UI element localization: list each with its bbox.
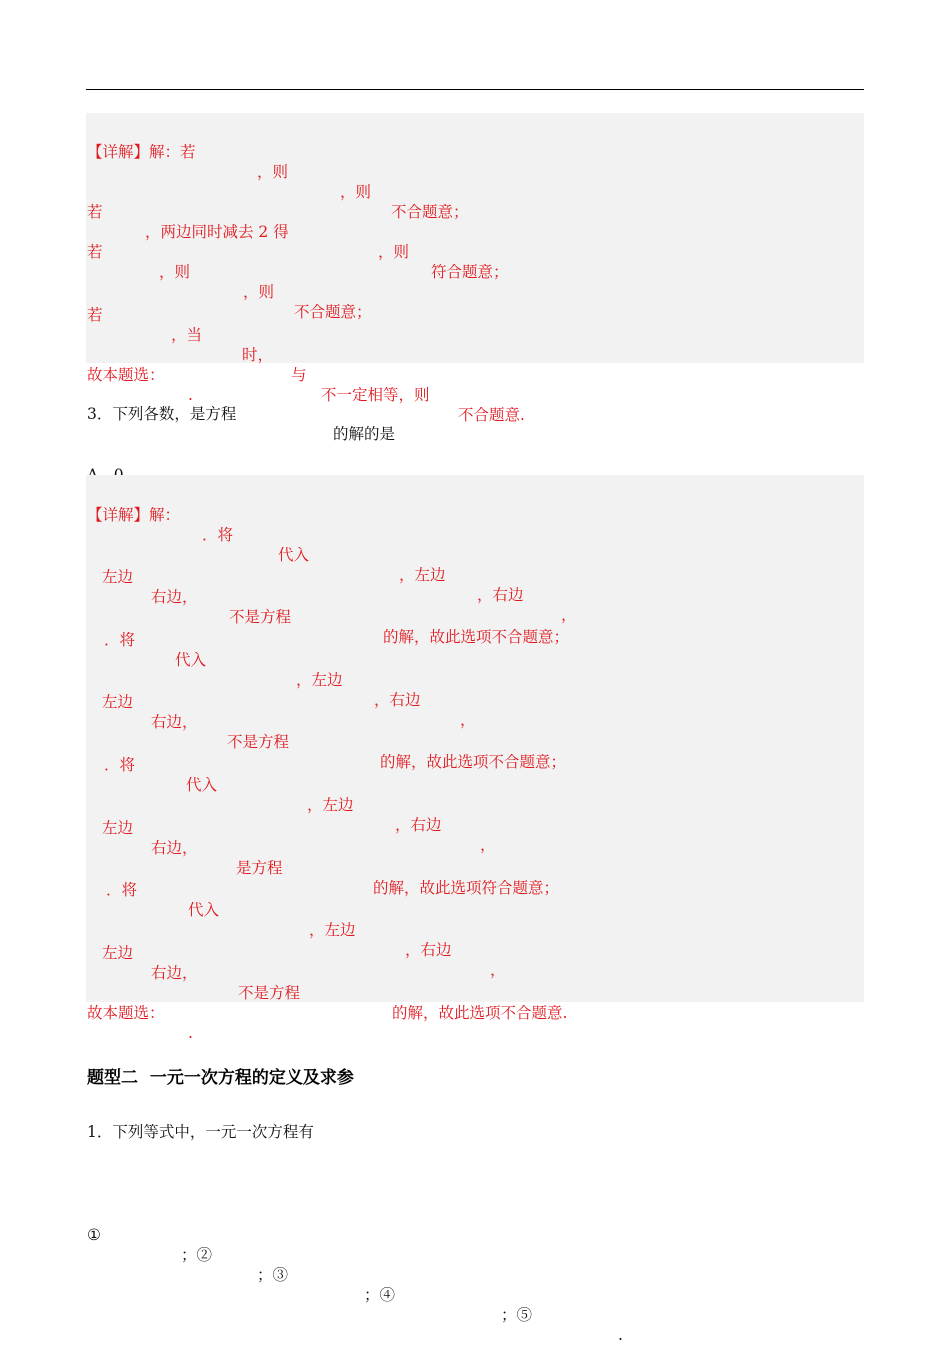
solution-2-line-7: ．将 代入 ，左边 ，右边 ， xyxy=(106,881,506,979)
section-2-question-1-stem: 1．下列等式中，一元一次方程有 xyxy=(87,1123,314,1141)
section-2-question-1-items: ① ；② ；③ ；④ ；⑤ . xyxy=(87,1226,623,1344)
solution-1-line-4: 若 ，当 时， 与 不一定相等，则 不合题意. xyxy=(87,306,525,424)
solution-2-answer: 故本题选： . xyxy=(87,1004,193,1042)
solution-2-line-2: 左边 右边， 不是方程 的解，故此选项不合题意； xyxy=(102,568,570,646)
solution-1-answer: 故本题选： . xyxy=(87,366,193,404)
solution-2-line-5: ．将 代入 ，左边 ，右边 ， xyxy=(104,756,496,854)
solution-2-line-1: 【详解】解： ．将 代入 ，左边 ，右边 ， xyxy=(87,506,577,624)
solution-1-line-1: 【详解】解：若 ，则 ，则 不合题意； xyxy=(87,143,469,221)
solution-2-line-8: 左边 右边， 不是方程 的解，故此选项不合题意. xyxy=(102,944,568,1022)
section-title: 题型二 一元一次方程的定义及求参 xyxy=(87,1068,354,1088)
solution-1-line-2: 若 ，两边同时减去 2 得 ，则 符合题意； xyxy=(87,203,509,281)
solution-2-line-4: 左边 右边， 不是方程 的解，故此选项不合题意； xyxy=(102,693,567,771)
header-rule xyxy=(86,89,864,90)
solution-1-line-3: 若 ，则 ，则 不合题意； xyxy=(87,243,372,321)
solution-box-2 xyxy=(86,475,864,1002)
question-3-stem: 3．下列各数，是方程 的解的是 xyxy=(87,405,396,443)
solution-2-line-6: 左边 右边， 是方程 的解，故此选项符合题意； xyxy=(102,819,560,897)
solution-2-line-3: ．将 代入 ，左边 ，右边 ， xyxy=(104,631,476,729)
